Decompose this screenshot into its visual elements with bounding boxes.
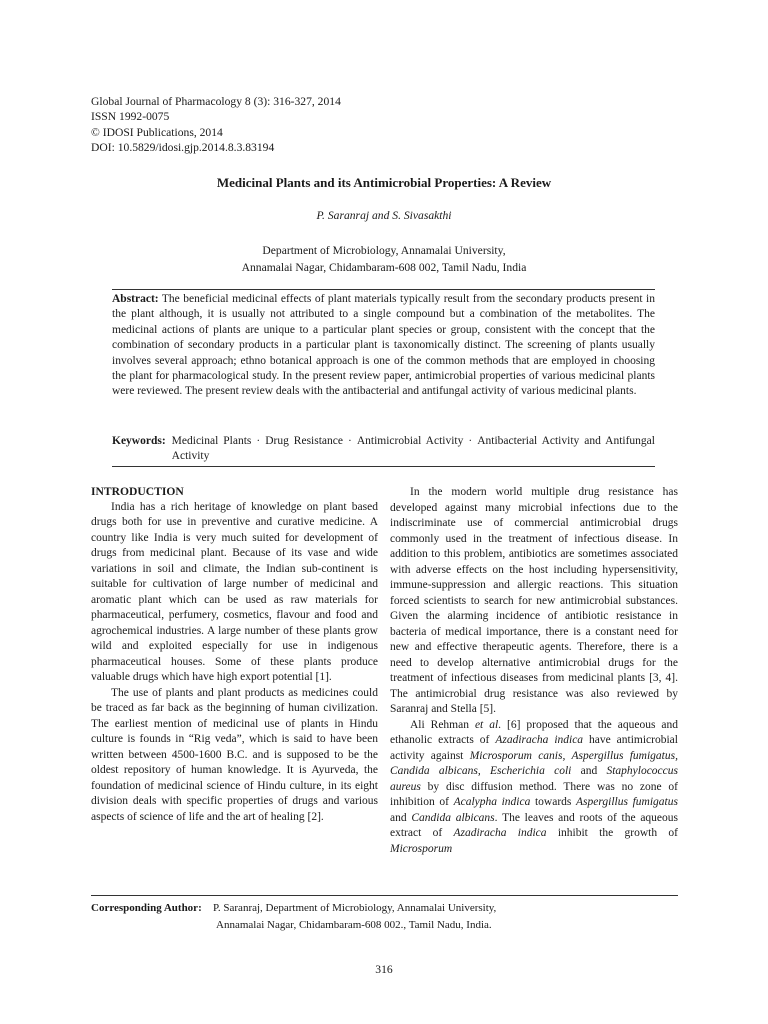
corresponding-author-label: Corresponding Author: (91, 902, 202, 914)
journal-doi: DOI: 10.5829/idosi.gjp.2014.8.3.83194 (91, 141, 275, 155)
corresponding-author (91, 900, 496, 933)
keyword-item: Medicinal Plants (171, 435, 252, 447)
intro-paragraph-2: The use of plants and plant products as medicines could be traced as far back as the beginning of human civilization. The earliest mention of medicinal use of plants in Hindu culture is founds in “Rig veda”, which is said to have been written between 4500-1600 B.C. and is supposed to be the oldest repository of human knowledge. It is Ayurveda, the foundation of medicinal science of Hindu culture, in its eight division deals with specific properties of drugs and various aspects of science of life and the art of healing [2]. (91, 686, 378, 823)
right-column (390, 485, 678, 857)
abstract-label: Abstract: (112, 293, 159, 305)
italic-run: Azadiracha indica (453, 827, 547, 839)
text-run: inhibit the growth of (546, 827, 678, 839)
intro-paragraph-4 (390, 718, 678, 858)
corresponding-author-details (213, 900, 496, 933)
journal-copyright: © IDOSI Publications, 2014 (91, 125, 223, 139)
keyword-separator: · (256, 435, 261, 447)
keyword-separator: · (468, 435, 473, 447)
text-run: have antimicrobial activity against (390, 734, 678, 762)
left-column (91, 484, 378, 825)
text-run: by disc diffusion method. There was no zone of inhibition of (390, 780, 678, 808)
affiliation (0, 242, 768, 276)
paper-title: Medicinal Plants and its Antimicrobial Properties: A Review (216, 175, 552, 190)
italic-run: Microsporum (390, 842, 453, 855)
italic-run: Candida albicans (411, 811, 495, 824)
italic-run: Azadiracha indica (495, 734, 584, 746)
keyword-item: Drug Resistance (265, 435, 343, 447)
affiliation-line-1: Department of Microbiology, Annamalai University, (262, 244, 506, 257)
affiliation-line-2: Annamalai Nagar, Chidambaram-608 002, Tamil Nadu, India (241, 261, 527, 274)
journal-info (91, 94, 341, 156)
text-run: and (571, 765, 607, 777)
italic-run: Microsporum canis, Aspergillus fumigatus, Candida albicans, Escherichia coli (390, 749, 678, 777)
paper-authors: P. Saranraj and S. Sivasakthi (316, 209, 452, 222)
keywords (112, 434, 655, 465)
text-run: Ali Rehman (410, 718, 475, 731)
italic-run: et al (474, 718, 499, 731)
italic-run: Acalypha indica (453, 796, 531, 808)
journal-issn: ISSN 1992-0075 (91, 110, 170, 124)
corresponding-line-2: Annamalai Nagar, Chidambaram-608 002., Tamil Nadu, India. (216, 918, 492, 931)
keywords-bottom-rule (112, 466, 655, 467)
text-run: . [6] proposed that the aqueous and ethanolic extracts of (390, 718, 678, 746)
journal-citation: Global Journal of Pharmacology 8 (3): 316-327, 2014 (91, 95, 341, 108)
page-number: 316 (375, 963, 393, 976)
text-run: towards (530, 796, 577, 808)
italic-run: Staphylococcus aureus (390, 765, 678, 793)
footnote-rule (91, 895, 678, 896)
italic-run: Aspergillus fumigatus (576, 796, 678, 808)
abstract-text: The beneficial medicinal effects of plant materials typically result from the secondary products present in the plant although, it is usually not attributed to a single compound but a combination of the metabolites. The medicinal actions of plants are unique to a particular plant species or group, consistent with the concept that the combination of secondary products in a particular plant is taxonomically distinct. The screening of plants usually involves several approach; ethno botanical approach is one of the common methods that are employed in choosing the plant for pharmacological study. In the present review paper, antimicrobial properties of various medicinal plants were reviewed. The present review deals with the antibacterial and antifungal activity of various medicinal plants. (112, 293, 655, 398)
intro-paragraph-1: India has a rich heritage of knowledge on plant based drugs both for use in preventive and curative medicine. A country like India is very much suited for development of drugs from medicinal plant. Because of its vase and wide variations in soil and climate, the Indian sub-continent is suitable for cultivation of large number of medicinal and aromatic plant which can be used as raw materials for pharmaceutical, perfumery, cosmetics, flavour and food and agrochemical industries. A large number of these plants grow wild and exploited especially for use in indigenous pharmaceutical houses. Some of these plants produce valuable drugs which have high export potential [1]. (91, 500, 378, 683)
introduction-heading: INTRODUCTION (91, 485, 184, 498)
intro-paragraph-3: In the modern world multiple drug resistance has developed against many microbial infections due to the indiscriminate use of commercial antimicrobial drugs commonly used in the treatment of infectious disease. In addition to this problem, antibiotics are sometimes associated with adverse effects on the host including hypersensitivity, immune-suppression and allergic reactions. This situation forced scientists to search for new antimicrobial substances. Given the alarming incidence of antibiotic resistance in bacteria of medical importance, there is a constant need for new and effective therapeutic agents. Therefore, there is a need to develop alternative antimicrobial drugs for the treatment of infectious diseases from medicinal plants [3, 4]. The antimicrobial drug resistance was also reviewed by Saranraj and Stella [5]. (390, 486, 678, 715)
text-run: . The leaves and roots of the aqueous extract of (390, 811, 678, 839)
keyword-item: Antibacterial Activity and Antifungal Activity (171, 435, 655, 463)
keywords-list (172, 434, 655, 465)
keywords-label: Keywords: (112, 435, 166, 447)
corresponding-line-1: P. Saranraj, Department of Microbiology, Annamalai University, (213, 902, 497, 914)
keyword-separator: · (348, 435, 352, 447)
keyword-item: Antimicrobial Activity (356, 435, 464, 447)
text-run: and (390, 811, 412, 824)
abstract-top-rule (112, 289, 655, 290)
abstract (112, 292, 655, 400)
